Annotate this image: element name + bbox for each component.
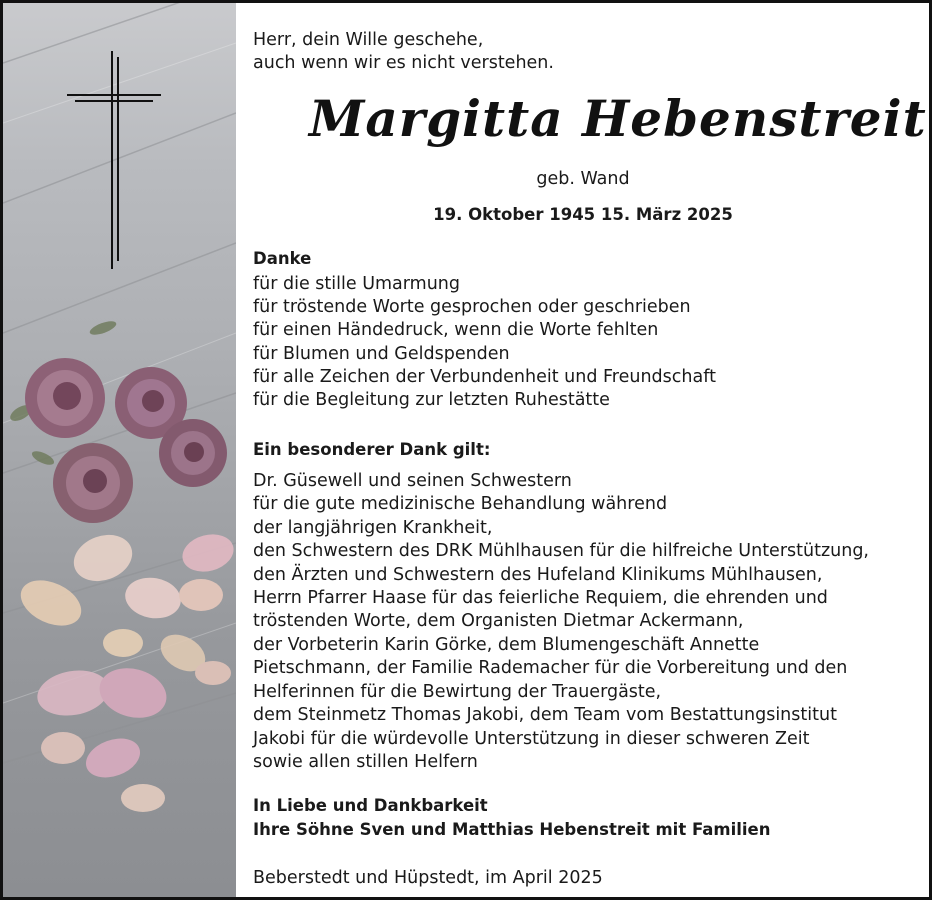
motto-line-2: auch wenn wir es nicht verstehen. <box>253 53 554 73</box>
special-line: Helferinnen für die Bewirtung der Trauergäste, <box>253 682 662 702</box>
special-thanks-heading: Ein besonderer Dank gilt: <box>253 440 491 459</box>
thanks-line: für einen Händedruck, wenn die Worte fehlten <box>253 320 659 340</box>
closing-line-1: In Liebe und Dankbarkeit <box>253 796 488 815</box>
special-line: für die gute medizinische Behandlung während <box>253 494 668 514</box>
special-line: den Schwestern des DRK Mühlhausen für die hilfreiche Unterstützung, <box>253 541 869 561</box>
special-line: dem Steinmetz Thomas Jakobi, dem Team vom Bestattungsinstitut <box>253 705 837 725</box>
place-date: Beberstedt und Hüpstedt, im April 2025 <box>253 868 603 888</box>
special-line: der Vorbeterin Karin Görke, dem Blumengeschäft Annette <box>253 635 760 655</box>
motto-line-1: Herr, dein Wille geschehe, <box>253 30 484 50</box>
special-line: Pietschmann, der Familie Rademacher für die Vorbereitung und den <box>253 658 848 678</box>
cross-icon <box>65 49 165 271</box>
life-dates: 19. Oktober 1945 15. März 2025 <box>433 205 733 224</box>
notice-text <box>253 3 929 897</box>
special-line: der langjährigen Krankheit, <box>253 518 493 538</box>
birth-name: geb. Wand <box>536 169 630 189</box>
thanks-line: für tröstende Worte gesprochen oder geschrieben <box>253 297 691 317</box>
special-line: Herrn Pfarrer Haase für das feierliche Requiem, die ehrenden und <box>253 588 828 608</box>
special-line: sowie allen stillen Helfern <box>253 752 478 772</box>
thanks-line: für die stille Umarmung <box>253 274 461 294</box>
special-line: Dr. Güsewell und seinen Schwestern <box>253 471 572 491</box>
special-line: tröstenden Worte, dem Organisten Dietmar Ackermann, <box>253 611 744 631</box>
thanks-line: für alle Zeichen der Verbundenheit und Freundschaft <box>253 367 716 387</box>
thanks-heading: Danke <box>253 249 312 268</box>
thanks-line: für die Begleitung zur letzten Ruhestätte <box>253 390 610 410</box>
closing-line-2: Ihre Söhne Sven und Matthias Hebenstreit mit Familien <box>253 820 771 839</box>
deceased-name: Margitta Hebenstreit <box>309 89 927 148</box>
special-line: Jakobi für die würdevolle Unterstützung in dieser schweren Zeit <box>253 729 810 749</box>
rose-cluster <box>25 358 227 523</box>
special-line: den Ärzten und Schwestern des Hufeland Klinikums Mühlhausen, <box>253 565 823 585</box>
thanks-line: für Blumen und Geldspenden <box>253 344 510 364</box>
